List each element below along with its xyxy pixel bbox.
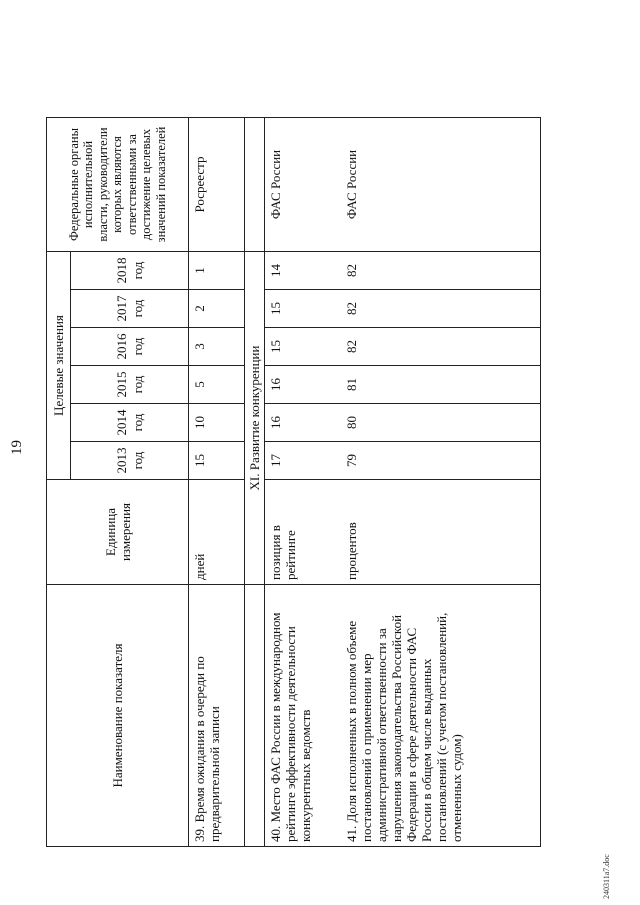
section-heading-row [245,118,265,847]
responsible-body: ФАС России [341,118,541,252]
indicator-name: 40. Место ФАС России в международном рейтинге эффективности деятельности конкурентных ведомств [265,585,341,847]
header-year-2017: 2017 год [71,290,189,328]
indicators-table [46,117,541,847]
value-2018: 14 [265,252,341,290]
value-2017: 82 [341,290,541,328]
indicator-name: 41. Доля исполненных в полном объеме постановлений о применении мер административной ответственности за нарушения законодательства Российской Федерации в сфере деятельности ФАС России в общем числе выданных постановлений (с учетом постановлений, отмененных судом) [341,585,541,847]
value-2017: 15 [265,290,341,328]
page-number: 19 [9,440,25,455]
indicator-unit: позиция в рейтинге [265,480,341,585]
header-unit: Единица измерения [47,480,189,585]
indicator-unit: процентов [341,480,541,585]
value-2015: 5 [189,366,245,404]
section-title: XI. Развитие конкуренции [245,252,265,585]
value-2013: 17 [265,442,341,480]
header-indicator-name: Наименование показателя [47,585,189,847]
header-year-2015: 2015 год [71,366,189,404]
value-2014: 10 [189,404,245,442]
value-2016: 15 [265,328,341,366]
header-year-2014: 2014 год [71,404,189,442]
header-year-2018: 2018 год [71,252,189,290]
value-2014: 80 [341,404,541,442]
table-row [189,118,245,847]
value-2015: 81 [341,366,541,404]
header-target-values: Целевые значения [47,252,71,480]
value-2018: 1 [189,252,245,290]
value-2013: 79 [341,442,541,480]
value-2017: 2 [189,290,245,328]
value-2015: 16 [265,366,341,404]
responsible-body: Росреестр [189,118,245,252]
responsible-body: ФАС России [265,118,341,252]
header-year-2016: 2016 год [71,328,189,366]
value-2018: 82 [341,252,541,290]
value-2014: 16 [265,404,341,442]
header-year-2013: 2013 год [71,442,189,480]
header-responsible-bodies: Федеральные органы исполнительной власти, руководители которых являются ответственными за достижение целевых значений показателей [47,118,189,252]
indicator-unit: дней [189,480,245,585]
indicator-name: 39. Время ожидания в очереди по предварительной записи [189,585,245,847]
table-row [265,118,341,847]
document-id-footer: 240311a7.doc [602,854,611,899]
value-2016: 82 [341,328,541,366]
table-row [341,118,541,847]
value-2016: 3 [189,328,245,366]
value-2013: 15 [189,442,245,480]
